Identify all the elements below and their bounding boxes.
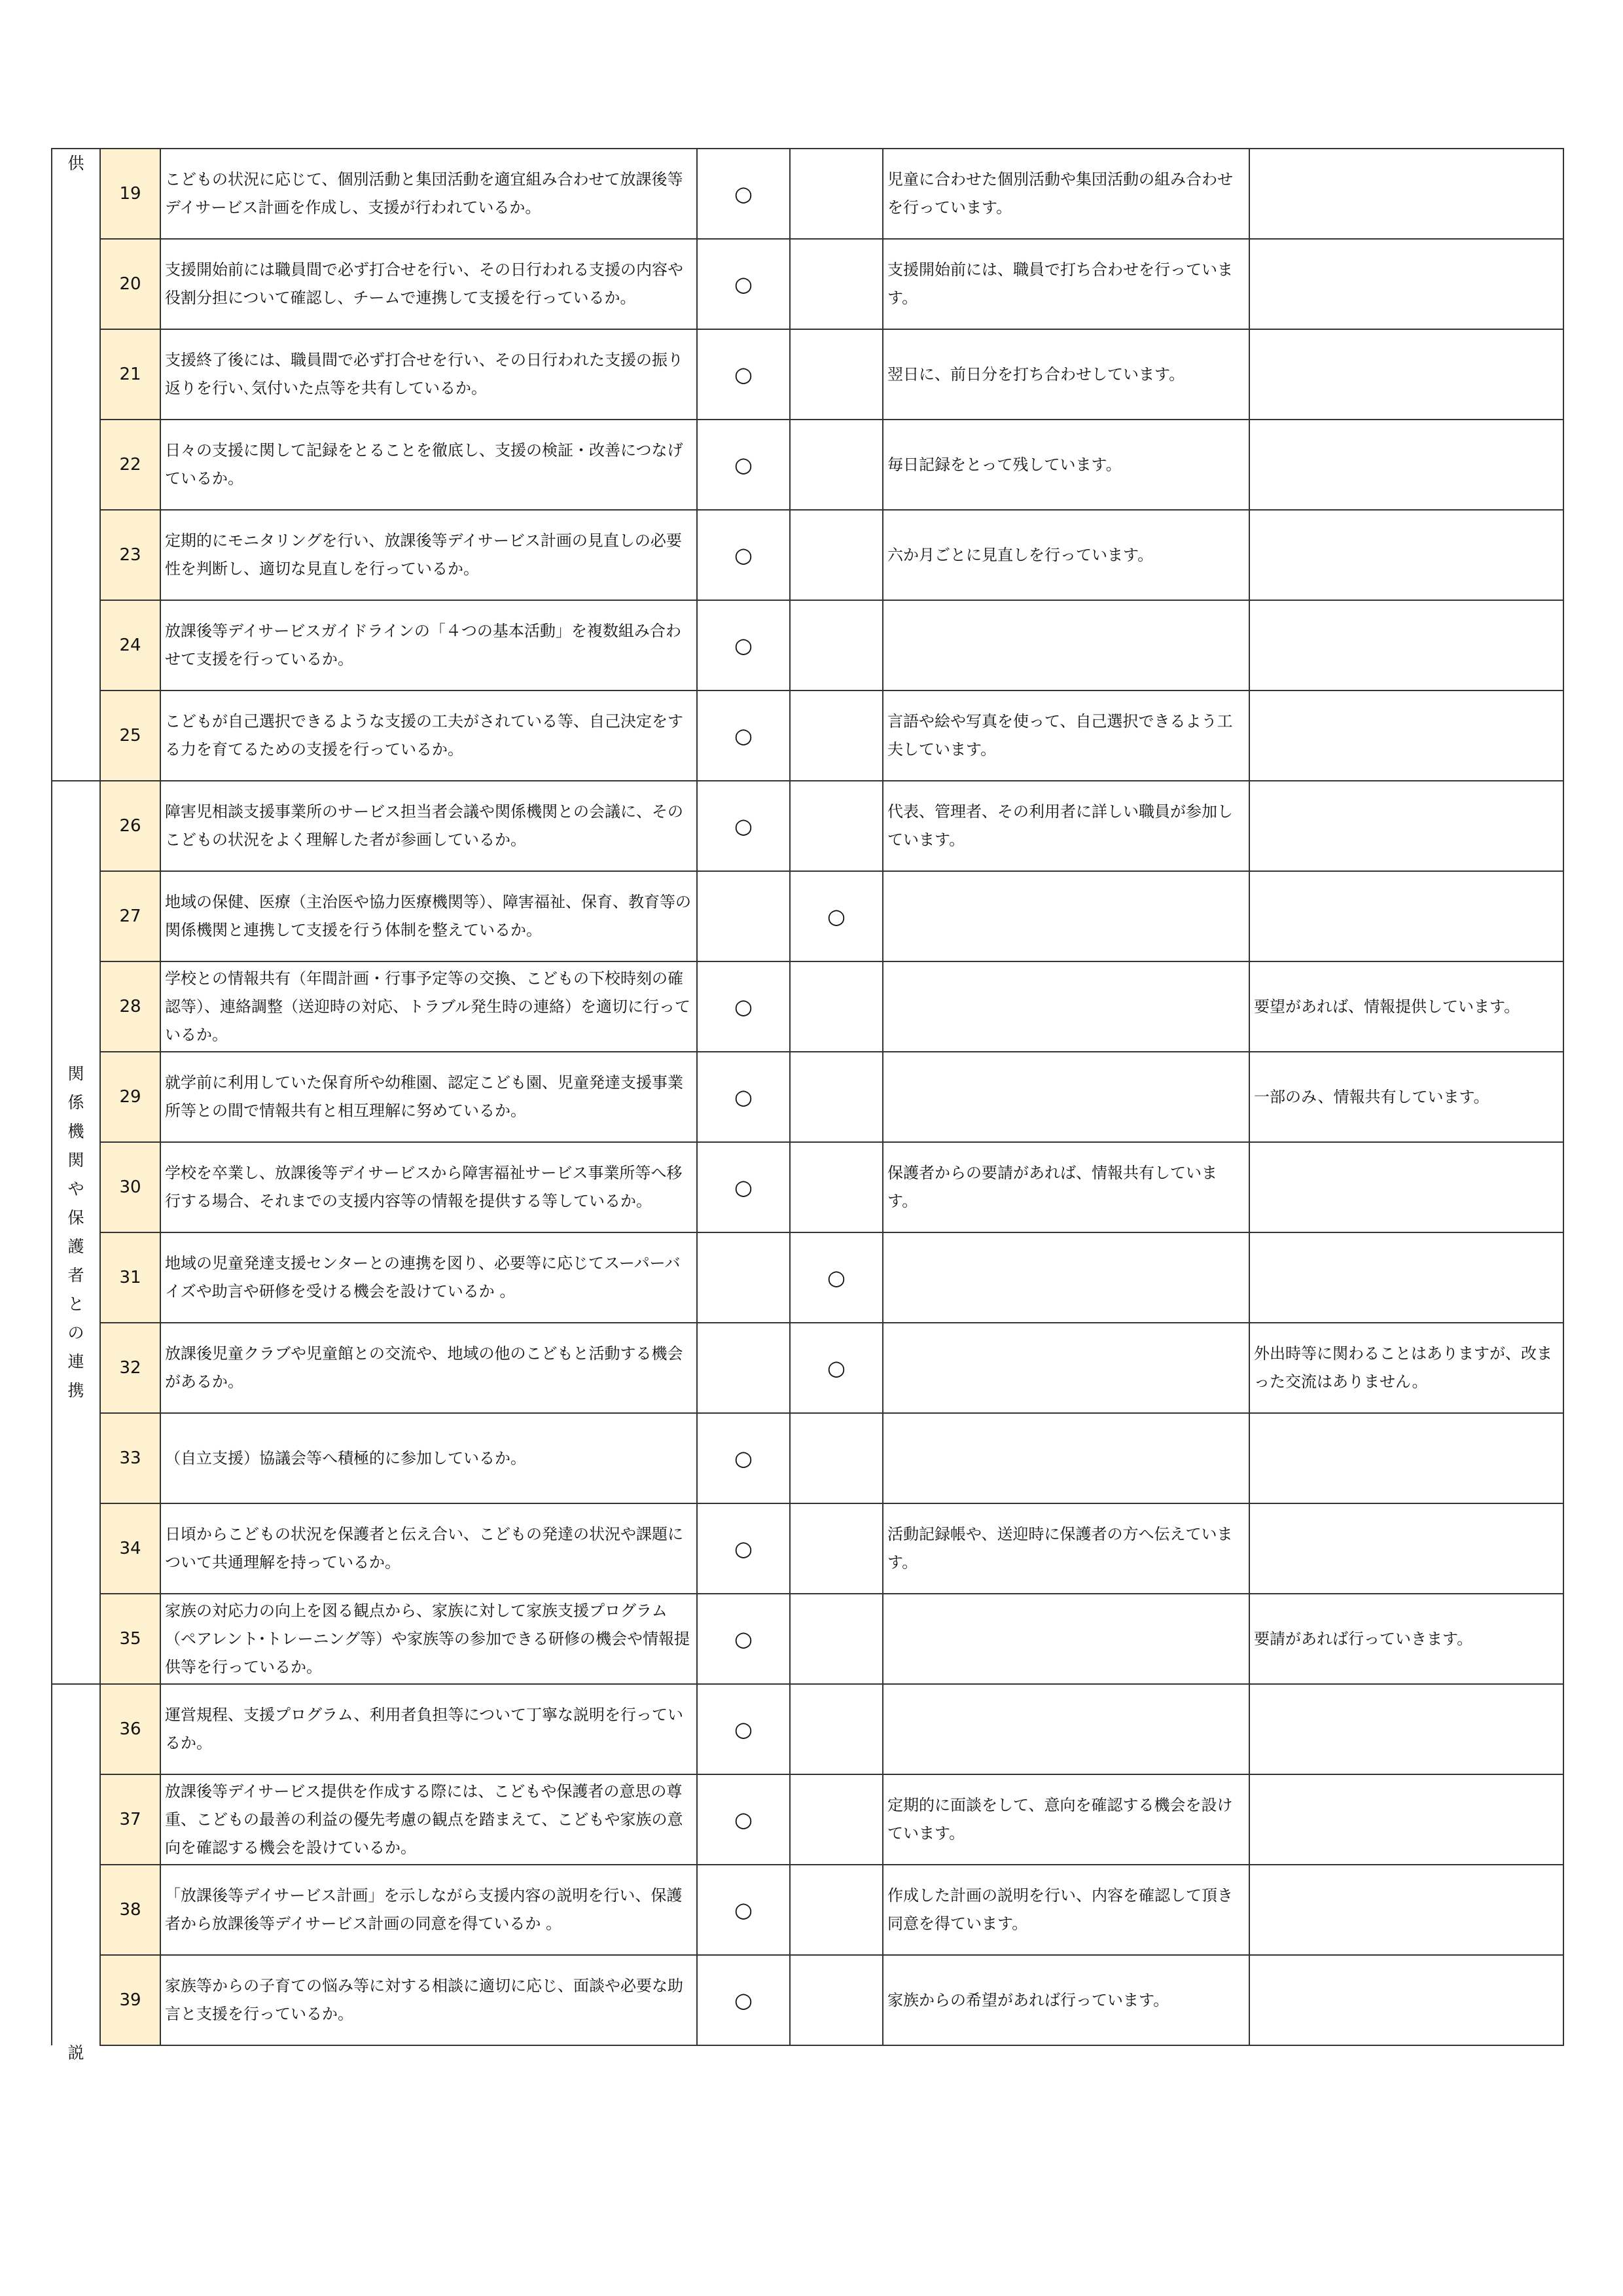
item-question bbox=[160, 781, 697, 871]
answer-no-mark bbox=[790, 781, 883, 871]
answer-yes-mark bbox=[697, 1142, 790, 1232]
improvement-comment bbox=[1249, 1684, 1563, 1774]
answer-no-mark bbox=[790, 1594, 883, 1684]
answer-no-mark bbox=[790, 1684, 883, 1774]
answer-yes-mark-text: ○ bbox=[734, 814, 753, 838]
item-question-text: 学校を卒業し、放課後等デイサービスから障害福祉サービス事業所等へ移行する場合、それまでの支援内容等の情報を提供する等しているか。 bbox=[165, 1164, 683, 1210]
answer-no-mark bbox=[790, 239, 883, 329]
item-question-text: 日頃からこどもの状況を保護者と伝え合い、こどもの発達の状況や課題について共通理解を持っているか。 bbox=[165, 1525, 683, 1571]
answer-yes-mark-text: ○ bbox=[734, 1175, 753, 1200]
answer-no-mark bbox=[790, 1955, 883, 2045]
effort-comment bbox=[883, 1865, 1249, 1955]
item-number bbox=[100, 781, 160, 871]
improvement-comment bbox=[1249, 239, 1563, 329]
category-char: や bbox=[67, 1179, 84, 1198]
improvement-comment bbox=[1249, 1503, 1563, 1594]
item-question bbox=[160, 239, 697, 329]
effort-comment bbox=[883, 961, 1249, 1052]
answer-yes-mark bbox=[697, 149, 790, 239]
improvement-comment bbox=[1249, 691, 1563, 781]
improvement-comment bbox=[1249, 1955, 1563, 2045]
item-number bbox=[100, 510, 160, 600]
effort-comment bbox=[883, 510, 1249, 600]
item-question bbox=[160, 1594, 697, 1684]
item-question bbox=[160, 600, 697, 691]
item-question-text: 日々の支援に関して記録をとることを徹底し、支援の検証・改善につなげているか。 bbox=[165, 441, 683, 488]
item-question bbox=[160, 871, 697, 961]
item-number-text: 26 bbox=[119, 816, 141, 836]
improvement-comment bbox=[1249, 149, 1563, 239]
improvement-comment bbox=[1249, 1594, 1563, 1684]
item-question-text: 家族の対応力の向上を図る観点から、家族に対して家族支援プログラム（ペアレント･トレーニング等）や家族等の参加できる研修の機会や情報提供等を行っているか。 bbox=[165, 1601, 690, 1676]
improvement-comment bbox=[1249, 329, 1563, 420]
category-label-cut: 説 bbox=[67, 2043, 84, 2062]
improvement-comment bbox=[1249, 1232, 1563, 1323]
effort-comment bbox=[883, 1052, 1249, 1142]
item-number bbox=[100, 691, 160, 781]
effort-comment bbox=[883, 239, 1249, 329]
item-number bbox=[100, 329, 160, 420]
category-explanation-cell bbox=[52, 1684, 100, 2062]
item-number-text: 22 bbox=[119, 455, 141, 475]
answer-yes-mark bbox=[697, 239, 790, 329]
answer-no-mark bbox=[790, 510, 883, 600]
effort-comment bbox=[883, 1142, 1249, 1232]
answer-yes-mark bbox=[697, 781, 790, 871]
improvement-comment bbox=[1249, 1774, 1563, 1865]
item-question-text: 放課後児童クラブや児童館との交流や、地域の他のこどもと活動する機会があるか。 bbox=[165, 1344, 683, 1391]
effort-comment bbox=[883, 1413, 1249, 1503]
effort-comment bbox=[883, 1503, 1249, 1594]
table-row bbox=[52, 510, 1563, 600]
answer-yes-mark-text: ○ bbox=[734, 1897, 753, 1922]
item-question-text: こどもの状況に応じて、個別活動と集団活動を適宜組み合わせて放課後等デイサービス計画を作成し、支援が行われているか。 bbox=[165, 170, 683, 217]
answer-yes-mark bbox=[697, 961, 790, 1052]
improvement-comment-text: 外出時等に関わることはありますが、改まった交流はありません。 bbox=[1254, 1344, 1552, 1391]
item-question bbox=[160, 1142, 697, 1232]
item-number-text: 23 bbox=[119, 545, 141, 565]
item-question bbox=[160, 1774, 697, 1865]
item-question bbox=[160, 1684, 697, 1774]
table-row bbox=[52, 961, 1563, 1052]
item-number bbox=[100, 420, 160, 510]
category-char: 者 bbox=[67, 1266, 84, 1285]
item-question bbox=[160, 510, 697, 600]
answer-yes-mark bbox=[697, 1774, 790, 1865]
answer-no-mark bbox=[790, 961, 883, 1052]
item-question bbox=[160, 691, 697, 781]
item-number bbox=[100, 1413, 160, 1503]
table-row bbox=[52, 1052, 1563, 1142]
answer-yes-mark-text: ○ bbox=[734, 994, 753, 1019]
item-number-text: 31 bbox=[119, 1268, 141, 1287]
evaluation-table-sheet bbox=[51, 148, 1564, 2062]
category-char: 携 bbox=[67, 1381, 84, 1400]
item-question-text: 定期的にモニタリングを行い、放課後等デイサービス計画の見直しの必要性を判断し、適切な見直しを行っているか。 bbox=[165, 531, 682, 578]
item-number-text: 24 bbox=[119, 636, 141, 655]
improvement-comment-text: 要請があれば行っていきます。 bbox=[1254, 1629, 1473, 1648]
table-row bbox=[52, 1955, 1563, 2045]
improvement-comment-text: 一部のみ、情報共有しています。 bbox=[1254, 1087, 1489, 1106]
answer-no-mark-text: ○ bbox=[827, 904, 846, 929]
item-question-text: 地域の保健、医療（主治医や協力医療機関等）、障害福祉、保育、教育等の関係機関と連携して支援を行う体制を整えているか。 bbox=[165, 893, 691, 939]
table-row bbox=[52, 1142, 1563, 1232]
answer-yes-mark-text: ○ bbox=[734, 1085, 753, 1109]
improvement-comment bbox=[1249, 420, 1563, 510]
item-number-text: 19 bbox=[119, 184, 141, 204]
table-row bbox=[52, 329, 1563, 420]
answer-yes-mark bbox=[697, 1684, 790, 1774]
effort-comment-text: 児童に合わせた個別活動や集団活動の組み合わせを行っています。 bbox=[887, 170, 1233, 217]
category-provision-cell bbox=[52, 149, 100, 781]
answer-no-mark bbox=[790, 1052, 883, 1142]
effort-comment-text: 保護者からの要請があれば、情報共有しています。 bbox=[887, 1164, 1217, 1210]
effort-comment-text: 家族からの希望があれば行っています。 bbox=[887, 1990, 1169, 2009]
item-question-text: 「放課後等デイサービス計画」を示しながら支援内容の説明を行い、保護者から放課後等デイサービス計画の同意を得ているか 。 bbox=[165, 1886, 683, 1933]
item-question-text: 家族等からの子育ての悩み等に対する相談に適切に応じ、面談や必要な助言と支援を行っているか。 bbox=[165, 1977, 683, 2023]
answer-no-mark bbox=[790, 1232, 883, 1323]
item-question-text: 支援終了後には、職員間で必ず打合せを行い、その日行われた支援の振り返りを行い､気付いた点等を共有しているか。 bbox=[165, 351, 683, 397]
item-number bbox=[100, 1865, 160, 1955]
improvement-comment bbox=[1249, 961, 1563, 1052]
category-char: と bbox=[67, 1295, 84, 1314]
effort-comment-text: 言語や絵や写真を使って、自己選択できるよう工夫しています。 bbox=[887, 712, 1233, 759]
answer-yes-mark bbox=[697, 1323, 790, 1413]
improvement-comment bbox=[1249, 600, 1563, 691]
item-number bbox=[100, 1594, 160, 1684]
answer-yes-mark bbox=[697, 329, 790, 420]
item-number-text: 28 bbox=[119, 997, 141, 1016]
answer-yes-mark bbox=[697, 1594, 790, 1684]
effort-comment bbox=[883, 1323, 1249, 1413]
effort-comment bbox=[883, 1232, 1249, 1323]
answer-no-mark-text: ○ bbox=[827, 1265, 846, 1290]
item-question bbox=[160, 149, 697, 239]
effort-comment-text: 支援開始前には、職員で打ち合わせを行っています。 bbox=[887, 260, 1233, 307]
category-label: 供 bbox=[67, 154, 84, 173]
item-number bbox=[100, 871, 160, 961]
self-evaluation-table bbox=[51, 148, 1564, 2062]
item-question bbox=[160, 1955, 697, 2045]
answer-yes-mark-text: ○ bbox=[734, 1536, 753, 1561]
table-body bbox=[52, 149, 1563, 2062]
answer-yes-mark-text: ○ bbox=[734, 1717, 753, 1742]
answer-no-mark bbox=[790, 600, 883, 691]
table-row bbox=[52, 1774, 1563, 1865]
item-number bbox=[100, 1323, 160, 1413]
improvement-comment bbox=[1249, 1323, 1563, 1413]
table-row bbox=[52, 239, 1563, 329]
effort-comment-text: 活動記録帳や、送迎時に保護者の方へ伝えています。 bbox=[887, 1525, 1233, 1571]
item-question bbox=[160, 1503, 697, 1594]
improvement-comment bbox=[1249, 871, 1563, 961]
item-number-text: 32 bbox=[119, 1358, 141, 1378]
item-question-text: 放課後等デイサービスガイドラインの「４つの基本活動」を複数組み合わせて支援を行っているか。 bbox=[165, 622, 681, 668]
effort-comment bbox=[883, 1955, 1249, 2045]
item-number bbox=[100, 961, 160, 1052]
improvement-comment-text: 要望があれば、情報提供しています。 bbox=[1254, 997, 1520, 1016]
answer-yes-mark-text: ○ bbox=[734, 1626, 753, 1651]
item-number-text: 34 bbox=[119, 1539, 141, 1558]
answer-yes-mark bbox=[697, 1503, 790, 1594]
item-number bbox=[100, 239, 160, 329]
improvement-comment bbox=[1249, 510, 1563, 600]
category-cooperation-cell bbox=[52, 781, 100, 1684]
item-number bbox=[100, 149, 160, 239]
effort-comment-text: 毎日記録をとって残しています。 bbox=[887, 455, 1122, 474]
answer-no-mark bbox=[790, 1413, 883, 1503]
effort-comment-text: 定期的に面談をして、意向を確認する機会を設けています。 bbox=[887, 1796, 1233, 1842]
effort-comment bbox=[883, 420, 1249, 510]
answer-no-mark bbox=[790, 1142, 883, 1232]
item-question bbox=[160, 1232, 697, 1323]
item-number bbox=[100, 1684, 160, 1774]
item-question-text: 放課後等デイサービス提供を作成する際には、こどもや保護者の意思の尊重、こどもの最善の利益の優先考慮の観点を踏まえて、こどもや家族の意向を確認する機会を設けているか。 bbox=[165, 1782, 683, 1857]
answer-yes-mark-text: ○ bbox=[734, 633, 753, 658]
item-question-text: 障害児相談支援事業所のサービス担当者会議や関係機関との会議に、そのこどもの状況をよく理解した者が参画しているか。 bbox=[165, 802, 683, 849]
answer-no-mark bbox=[790, 149, 883, 239]
table-row bbox=[52, 1323, 1563, 1413]
item-number-text: 30 bbox=[119, 1177, 141, 1197]
effort-comment-text: 翌日に、前日分を打ち合わせしています。 bbox=[887, 365, 1185, 384]
effort-comment bbox=[883, 1774, 1249, 1865]
improvement-comment bbox=[1249, 781, 1563, 871]
answer-yes-mark bbox=[697, 510, 790, 600]
effort-comment bbox=[883, 691, 1249, 781]
table-row bbox=[52, 420, 1563, 510]
item-number-text: 37 bbox=[119, 1810, 141, 1829]
answer-yes-mark-text: ○ bbox=[734, 181, 753, 206]
item-question-text: 運営規程、支援プログラム、利用者負担等について丁寧な説明を行っているか。 bbox=[165, 1706, 683, 1752]
effort-comment-text: 作成した計画の説明を行い、内容を確認して頂き同意を得ています。 bbox=[887, 1886, 1233, 1933]
answer-yes-mark bbox=[697, 1052, 790, 1142]
item-number-text: 29 bbox=[119, 1087, 141, 1107]
answer-yes-mark-text: ○ bbox=[734, 543, 753, 567]
answer-no-mark bbox=[790, 1865, 883, 1955]
category-char: 護 bbox=[67, 1237, 84, 1256]
category-char: 係 bbox=[67, 1093, 84, 1112]
item-question bbox=[160, 329, 697, 420]
item-number-text: 27 bbox=[119, 906, 141, 926]
item-number bbox=[100, 1142, 160, 1232]
answer-yes-mark bbox=[697, 871, 790, 961]
answer-no-mark bbox=[790, 1774, 883, 1865]
answer-yes-mark bbox=[697, 1865, 790, 1955]
answer-yes-mark-text: ○ bbox=[734, 1807, 753, 1832]
category-char: 関 bbox=[67, 1151, 84, 1170]
category-char: 関 bbox=[67, 1064, 84, 1083]
improvement-comment bbox=[1249, 1052, 1563, 1142]
effort-comment bbox=[883, 781, 1249, 871]
improvement-comment bbox=[1249, 1413, 1563, 1503]
category-char: の bbox=[67, 1323, 84, 1342]
category-char: 連 bbox=[67, 1352, 84, 1371]
item-question-text: 地域の児童発達支援センターとの連携を図り、必要等に応じてスーパーバイズや助言や研修を受ける機会を設けているか 。 bbox=[165, 1254, 681, 1300]
answer-yes-mark bbox=[697, 1955, 790, 2045]
item-question-text: 支援開始前には職員間で必ず打合せを行い、その日行われる支援の内容や役割分担について確認し、チームで連携して支援を行っているか。 bbox=[165, 260, 683, 307]
table-row bbox=[52, 600, 1563, 691]
table-row bbox=[52, 149, 1563, 239]
improvement-comment bbox=[1249, 1142, 1563, 1232]
item-question bbox=[160, 1865, 697, 1955]
effort-comment bbox=[883, 1594, 1249, 1684]
item-number bbox=[100, 1503, 160, 1594]
answer-no-mark bbox=[790, 871, 883, 961]
item-question-text: 学校との情報共有（年間計画・行事予定等の交換、こどもの下校時刻の確認等）、連絡調整（送迎時の対応、トラブル発生時の連絡）を適切に行っているか。 bbox=[165, 969, 691, 1044]
answer-no-mark bbox=[790, 329, 883, 420]
item-number-text: 38 bbox=[119, 1900, 141, 1920]
table-row bbox=[52, 1232, 1563, 1323]
table-row bbox=[52, 1684, 1563, 1774]
category-char: 保 bbox=[67, 1208, 84, 1227]
answer-no-mark bbox=[790, 1323, 883, 1413]
effort-comment bbox=[883, 329, 1249, 420]
item-question-text: こどもが自己選択できるような支援の工夫がされている等、自己決定をする力を育てるための支援を行っているか。 bbox=[165, 712, 683, 759]
effort-comment-text: 六か月ごとに見直しを行っています。 bbox=[887, 545, 1154, 564]
item-number bbox=[100, 1955, 160, 2045]
item-question-text: （自立支援）協議会等へ積極的に参加しているか。 bbox=[165, 1448, 526, 1467]
effort-comment bbox=[883, 149, 1249, 239]
answer-yes-mark-text: ○ bbox=[734, 723, 753, 748]
table-row bbox=[52, 1865, 1563, 1955]
item-number bbox=[100, 600, 160, 691]
effort-comment bbox=[883, 600, 1249, 691]
table-row bbox=[52, 871, 1563, 961]
answer-yes-mark-text: ○ bbox=[734, 1988, 753, 2013]
answer-no-mark bbox=[790, 691, 883, 781]
answer-yes-mark-text: ○ bbox=[734, 362, 753, 387]
item-number bbox=[100, 1774, 160, 1865]
answer-yes-mark-text: ○ bbox=[734, 452, 753, 477]
item-number bbox=[100, 1052, 160, 1142]
table-row bbox=[52, 691, 1563, 781]
table-row bbox=[52, 1503, 1563, 1594]
item-number-text: 36 bbox=[119, 1719, 141, 1739]
item-question-text: 就学前に利用していた保育所や幼稚園、認定こども園、児童発達支援事業所等との間で情報共有と相互理解に努めているか。 bbox=[165, 1073, 683, 1120]
item-number-text: 35 bbox=[119, 1629, 141, 1649]
answer-yes-mark bbox=[697, 420, 790, 510]
item-question bbox=[160, 961, 697, 1052]
effort-comment bbox=[883, 1684, 1249, 1774]
item-number-text: 20 bbox=[119, 274, 141, 294]
item-number-text: 39 bbox=[119, 1990, 141, 2010]
item-question bbox=[160, 1052, 697, 1142]
table-row bbox=[52, 1594, 1563, 1684]
effort-comment-text: 代表、管理者、その利用者に詳しい職員が参加しています。 bbox=[887, 802, 1233, 849]
answer-no-mark bbox=[790, 420, 883, 510]
answer-yes-mark bbox=[697, 1232, 790, 1323]
item-question bbox=[160, 420, 697, 510]
answer-yes-mark bbox=[697, 691, 790, 781]
category-char: 機 bbox=[67, 1122, 84, 1141]
item-number-text: 21 bbox=[119, 365, 141, 384]
answer-yes-mark bbox=[697, 600, 790, 691]
answer-yes-mark-text: ○ bbox=[734, 272, 753, 296]
item-number-text: 25 bbox=[119, 726, 141, 745]
effort-comment bbox=[883, 871, 1249, 961]
answer-yes-mark-text: ○ bbox=[734, 1446, 753, 1471]
item-number-text: 33 bbox=[119, 1448, 141, 1468]
table-row bbox=[52, 781, 1563, 871]
answer-no-mark bbox=[790, 1503, 883, 1594]
item-number bbox=[100, 1232, 160, 1323]
item-question bbox=[160, 1413, 697, 1503]
answer-yes-mark bbox=[697, 1413, 790, 1503]
item-question bbox=[160, 1323, 697, 1413]
table-row bbox=[52, 1413, 1563, 1503]
answer-no-mark-text: ○ bbox=[827, 1355, 846, 1380]
improvement-comment bbox=[1249, 1865, 1563, 1955]
